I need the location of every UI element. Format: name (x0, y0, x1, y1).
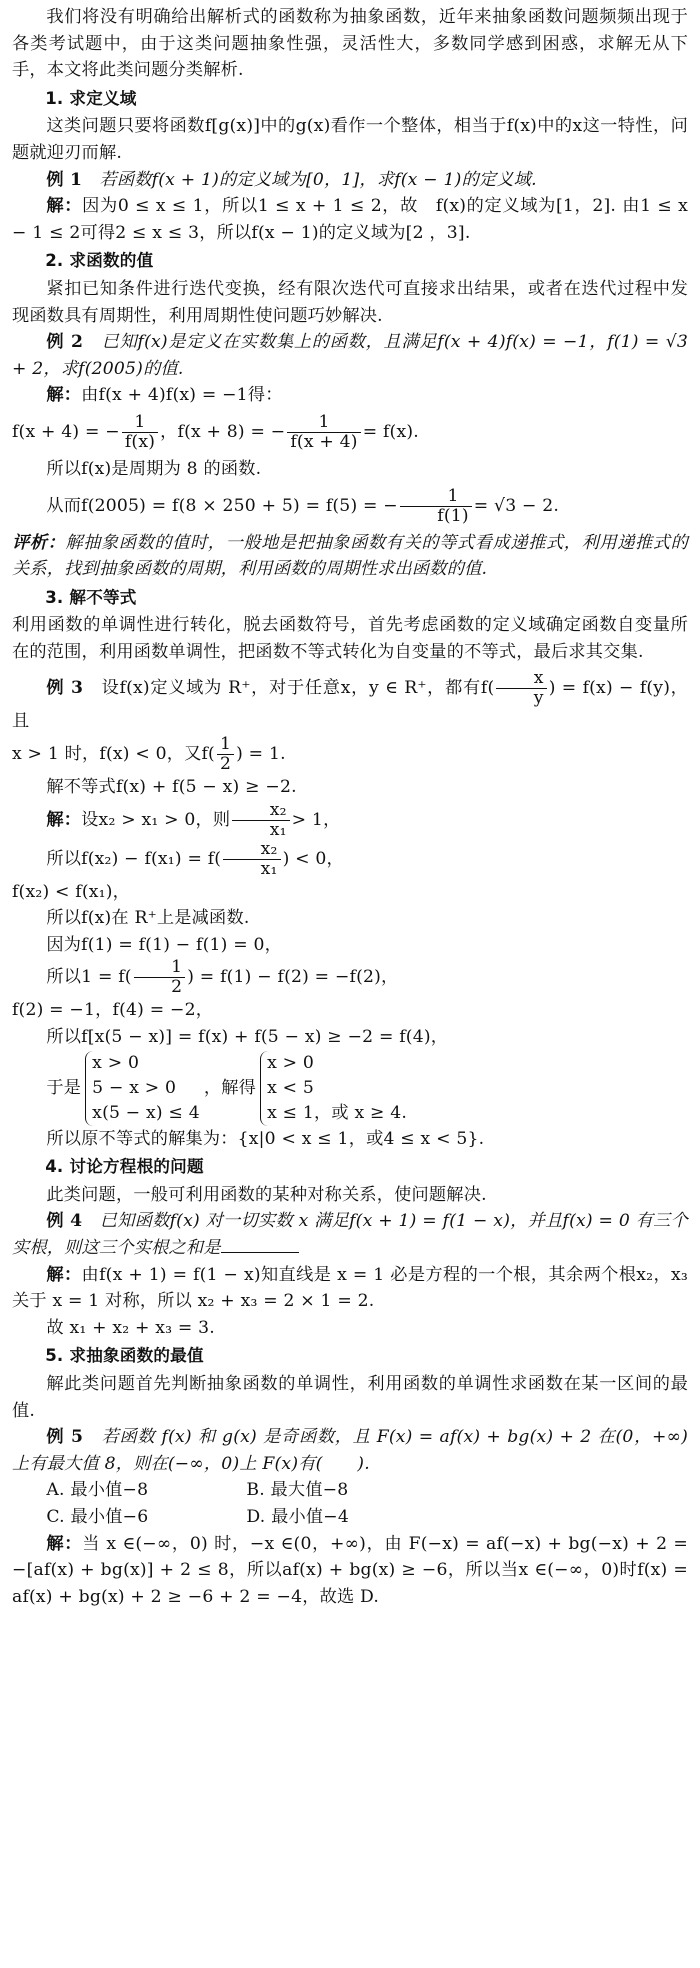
inequality-system (46, 1051, 688, 1126)
example-4 (12, 1208, 688, 1261)
fraction (122, 413, 158, 452)
example-label: 例 1 (46, 169, 83, 190)
solution-4 (12, 1262, 688, 1315)
eq-part: x > 1 时，f(x) < 0，又f( (12, 744, 215, 765)
solution-3-line-3: f(x₂) < f(x₁)， (12, 881, 131, 902)
example-label: 例 4 (46, 1211, 83, 1232)
fraction (496, 669, 546, 708)
system-line: x < 5 (267, 1077, 315, 1098)
eq-part: 于是 (46, 1077, 82, 1098)
eq-part: > 1， (291, 809, 341, 830)
example-text: 已知f(x)是定义在实数集上的函数，且满足f(x + 4)f(x) = −1，f(1) = √3 + 2，求f(2005)的值. (12, 332, 694, 379)
solution-text: 由f(x + 1) = f(1 − x)知直线是 x = 1 必是方程的一个根，其余两个根x₂，x₃关于 x = 1 对称，所以 x₂ + x₃ = 2 × 1 = 2. (12, 1264, 689, 1312)
solution-3-line-2 (12, 840, 688, 879)
fraction-numerator: 1 (217, 735, 234, 755)
section-heading-4: 4. 讨论方程根的问题 (45, 1157, 204, 1177)
system-brace-1 (85, 1051, 200, 1126)
fraction-numerator: x₂ (232, 801, 289, 821)
eq-part: ) < 0， (282, 848, 344, 869)
fraction-numerator: x (496, 669, 546, 689)
system-line: 5 − x > 0 (92, 1077, 177, 1098)
solution-4-line-2: 故 x₁ + x₂ + x₃ = 3. (46, 1317, 215, 1338)
eq-part: ) = f(1) − f(2) = −f(2)， (187, 967, 399, 988)
solution-label: 解： (46, 1533, 83, 1554)
example-1 (12, 167, 688, 194)
example-3-task: 解不等式f(x) + f(5 − x) ≥ −2. (46, 777, 297, 798)
solution-3-line-5: 因为f(1) = f(1) − f(1) = 0， (46, 934, 282, 955)
eq-part: 从而f(2005) = f(8 × 250 + 5) = f(5) = − (46, 495, 398, 516)
section-desc-4: 此类问题，一般可利用函数的某种对称关系，使问题解决. (46, 1184, 487, 1205)
section-desc-1: 这类问题只要将函数f[g(x)]中的g(x)看作一个整体，相当于f(x)中的x这一特性，问题就迎刃而解. (12, 116, 688, 163)
system-line: x > 0 (267, 1052, 315, 1073)
example-3 (12, 669, 688, 735)
fraction-numerator: 1 (400, 487, 472, 507)
solution-3-result: 所以原不等式的解集为：{x|0 < x ≤ 1，或4 ≤ x < 5}. (46, 1128, 485, 1149)
eq-part: 设x₂ > x₁ > 0，则 (81, 809, 231, 830)
section-desc-2: 紧扣已知条件进行迭代变换，经有限次迭代可直接求出结果，或者在迭代过程中发现函数具有周期性，利用周期性使问题巧妙解决. (12, 278, 688, 326)
example-2 (12, 329, 694, 382)
solution-2 (12, 382, 688, 409)
eq-part: f(x + 4) = − (12, 421, 120, 442)
section-heading-5: 5. 求抽象函数的最值 (45, 1346, 204, 1366)
example-5 (12, 1424, 688, 1477)
solution-3-line-8: 所以f[x(5 − x)] = f(x) + f(5 − x) ≥ −2 = f(4)， (46, 1027, 449, 1048)
solution-3-line-7: f(2) = −1，f(4) = −2， (12, 1000, 214, 1021)
section-heading-1: 1. 求定义域 (45, 88, 137, 108)
solution-text: 当 x ∈(−∞，0) 时，−x ∈(0，+∞)，由 F(−x) = af(−x) + bg(−x) + 2 = −[af(x) + bg(x)] + 2 ≤ 8，所以af(x) + bg(x) ≥ −6，所以当x ∈(−∞，0)时f(x) = af(x) + bg(x) + 2 ≥ −6 + 2 = −4，故选 D. (12, 1533, 694, 1607)
fraction-denominator: x₁ (260, 858, 278, 879)
solution-label: 解： (46, 196, 83, 217)
fraction-denominator: f(x + 4) (290, 431, 358, 452)
solution-label: 解： (46, 809, 82, 830)
article (12, 4, 694, 1610)
solution-label: 解： (46, 1264, 82, 1285)
answer-blank (221, 1238, 299, 1253)
eq-part: = f(x). (362, 421, 419, 442)
fraction-denominator: x₁ (269, 819, 287, 840)
example-text: 若函数 f(x) 和 g(x) 是奇函数，且 F(x) = af(x) + bg(x) + 2 在(0，+∞)上有最大值 8，则在(−∞，0)上 F(x)有( ). (12, 1427, 689, 1474)
section-desc-5: 解此类问题首先判断抽象函数的单调性，利用函数的单调性求函数在某一区间的最值. (12, 1373, 688, 1421)
comment-text: 解抽象函数的值时，一般地是把抽象函数有关的等式看成递推式，利用递推式的关系，找到抽象函数的周期，利用函数的周期性求出函数的值. (12, 532, 688, 580)
fraction-denominator: f(x) (124, 431, 156, 452)
eq-part: ，解得 (203, 1077, 257, 1098)
system-brace-2 (260, 1051, 407, 1126)
system-line: x(5 − x) ≤ 4 (92, 1102, 200, 1123)
fraction-denominator: 2 (171, 977, 183, 998)
fraction (400, 487, 472, 526)
comment-label: 评析： (12, 532, 66, 553)
option-b: B. 最大值−8 (246, 1480, 349, 1501)
fraction (217, 735, 234, 774)
fraction (232, 801, 289, 840)
solution-3-line-1 (12, 801, 688, 840)
solution-2-line-2: 所以f(x)是周期为 8 的函数. (46, 458, 262, 479)
fraction-denominator: 2 (219, 754, 232, 775)
fraction-numerator: 1 (122, 413, 158, 433)
example-label: 例 5 (46, 1427, 84, 1448)
example-text: 已知函数f(x) 对一切实数 x 满足f(x + 1) = f(1 − x)，并且f(x) = 0 有三个实根，则这三个实根之和是 (12, 1211, 689, 1258)
comment-2 (12, 530, 688, 583)
fraction-denominator: y (533, 688, 544, 709)
equation-2-2 (12, 487, 688, 526)
option-d: D. 最小值−4 (246, 1506, 349, 1527)
eq-part: 所以f(x₂) − f(x₁) = f( (46, 848, 222, 869)
section-desc-3: 利用函数的单调性进行转化，脱去函数符号，首先考虑函数的定义域确定函数自变量所在的范围，利用函数单调性，把函数不等式转化为自变量的不等式，最后求其交集. (12, 615, 688, 662)
example-label: 例 3 (46, 678, 84, 699)
option-a: A. 最小值−8 (46, 1480, 149, 1501)
eq-part: ) = 1. (236, 744, 286, 765)
fraction-denominator: f(1) (437, 505, 469, 526)
system-line: x > 0 (92, 1052, 140, 1073)
option-c: C. 最小值−6 (46, 1506, 149, 1527)
fraction-numerator: 1 (134, 958, 186, 978)
section-heading-3: 3. 解不等式 (45, 587, 137, 607)
answer-options (46, 1477, 688, 1530)
solution-3-line-4: 所以f(x)在 R⁺上是减函数. (46, 908, 250, 929)
eq-part: = √3 − 2. (473, 495, 560, 516)
fraction (223, 840, 280, 879)
solution-label: 解： (46, 385, 82, 406)
solution-1 (12, 193, 694, 246)
fraction (134, 958, 186, 997)
equation-2-1 (12, 413, 688, 452)
solution-text: 由f(x + 4)f(x) = −1得： (81, 385, 283, 406)
fraction-numerator: 1 (287, 413, 360, 433)
example-3-cont (12, 735, 688, 774)
fraction-numerator: x₂ (223, 840, 280, 860)
example-label: 例 2 (46, 332, 84, 353)
eq-part: 设f(x)定义域为 R⁺，对于任意x，y ∈ R⁺，都有f( (101, 678, 495, 699)
eq-part: ) = f(x) − f(y)，且 (12, 678, 689, 732)
intro-paragraph: 我们将没有明确给出解析式的函数称为抽象函数，近年来抽象函数问题频频出现于各类考试题中，由于这类问题抽象性强，灵活性大，多数同学感到困惑，求解无从下手，本文将此类问题分类解析. (12, 7, 688, 81)
eq-part: 所以1 = f( (46, 967, 132, 988)
solution-3-line-6 (12, 958, 688, 997)
solution-text: 因为0 ≤ x ≤ 1，所以1 ≤ x + 1 ≤ 2，故 f(x)的定义域为[1，2]. 由1 ≤ x − 1 ≤ 2可得2 ≤ x ≤ 3，所以f(x − 1)的定义域为[2 ，3]. (12, 196, 694, 243)
section-heading-2: 2. 求函数的值 (45, 251, 154, 271)
example-text: 若函数f(x + 1)的定义域为[0，1]，求f(x − 1)的定义域. (99, 169, 537, 190)
fraction (287, 413, 360, 452)
solution-5 (12, 1531, 694, 1611)
system-line: x ≤ 1，或 x ≥ 4. (267, 1102, 408, 1123)
eq-part: ，f(x + 8) = − (160, 421, 286, 442)
